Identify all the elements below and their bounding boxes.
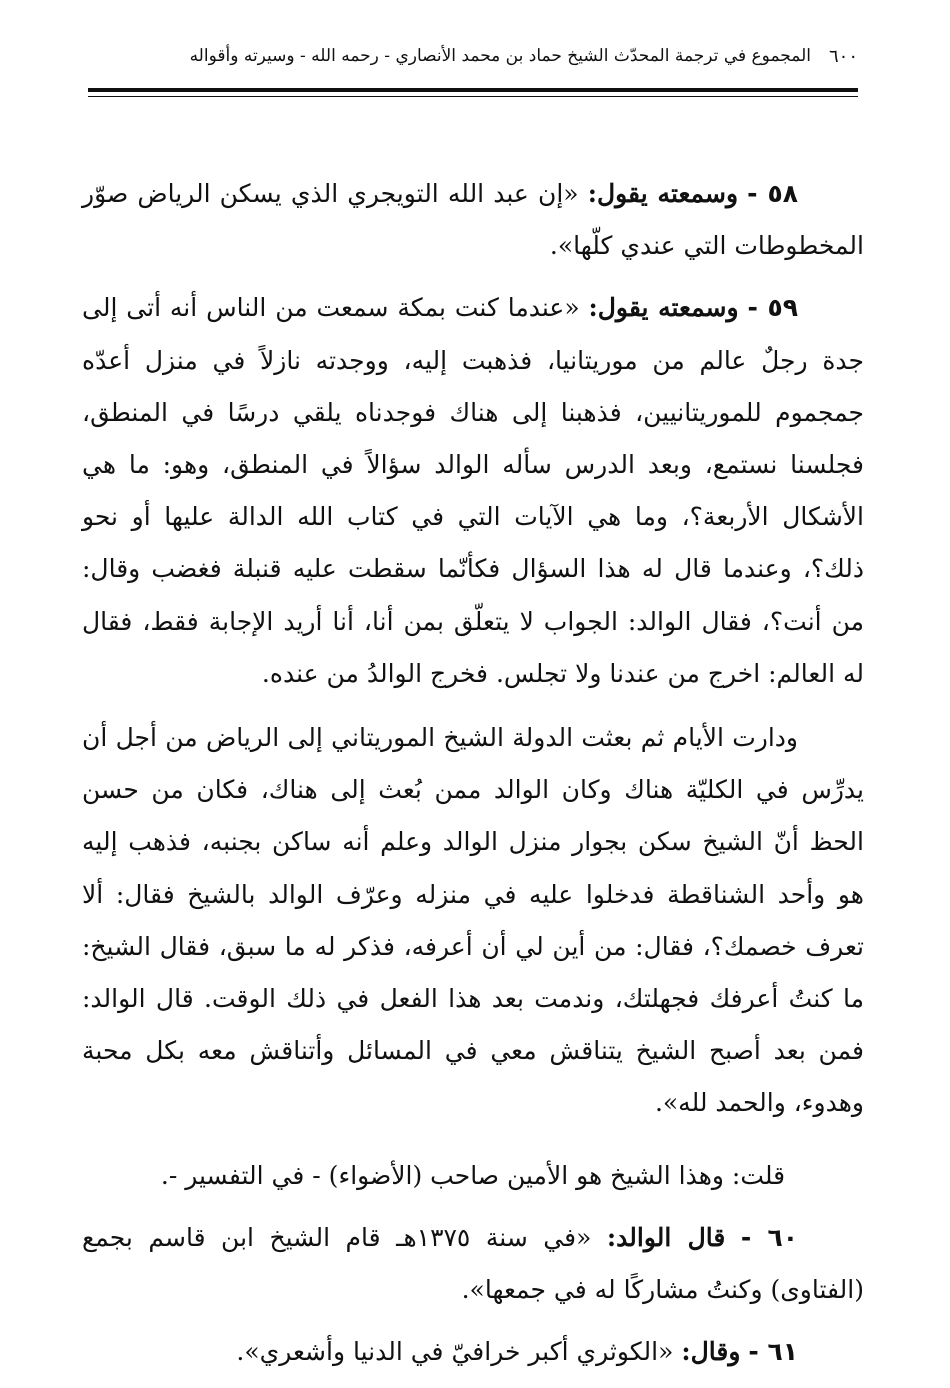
paragraph-text: ودارت الأيام ثم بعثت الدولة الشيخ الموريتاني إلى الرياض من أجل أن يدرِّس في الكليّة هناك وكان الوالد ممن بُعث إلى هناك، فكان من حسن الحظ أنّ الشيخ سكن بجوار منزل الوالد وعلم أنه ساكن بجنبه، فذهب إليه هو وأحد الشناقطة فدخلوا عليه في منزله وعرّف الوالد بالشيخ فقال: ألا تعرف خصمك؟، فقال: من أين لي أن أعرفه، فذكر له ما سبق، فقال الشيخ: ما كنتُ أعرفك فجهلتك، وندمت بعد هذا الفعل في ذلك الوقت. قال الوالد: فمن بعد أصبح الشيخ يتناقش معي في المسائل وأتناقش معه بكل محبة وهدوء، والحمد لله». — [82, 723, 864, 1118]
paragraph-continuation — [82, 712, 864, 1130]
item-text: «الكوثري أكبر خرافيّ في الدنيا وأشعري». — [236, 1337, 674, 1367]
paragraph-59 — [82, 282, 864, 700]
item-text: «في سنة ١٣٧٥هـ قام الشيخ ابن قاسم بجمع (الفتاوى) وكنتُ مشاركًا له في جمعها». — [82, 1222, 864, 1305]
item-lead: وسمعته يقول: — [588, 293, 739, 323]
page-number: ٦٠٠ — [828, 45, 858, 67]
author-note — [82, 1150, 864, 1202]
item-text: «إن عبد الله التويجري الذي يسكن الرياض صوّر المخطوطات التي عندي كلّها». — [82, 179, 864, 261]
header-rule-thin — [88, 96, 858, 97]
note-text: قلت: وهذا الشيخ هو الأمين صاحب (الأضواء) - في التفسير -. — [160, 1160, 786, 1190]
item-lead: وسمعته يقول: — [587, 179, 739, 208]
item-text: «عندما كنت بمكة سمعت من الناس أنه أتى إلى جدة رجلٌ عالم من موريتانيا، فذهبت إليه، ووجدته نازلاً في منزل أعدّه جمجموم للموريتانيين، فذهبنا إلى هناك فوجدناه يلقي درسًا في المنطق، فجلسنا نستمع، وبعد الدرس سأله الوالد سؤالاً في المنطق، وهو: ما هي الأشكال الأربعة؟، وما هي الآيات التي في كتاب الله الدالة عليها أو نحو ذلك؟، وعندما قال له هذا السؤال فكأنّما سقطت عليه قنبلة فغضب وقال: من أنت؟، فقال الوالد: الجواب لا يتعلّق بمن أنا، أنا أريد الإجابة فقط، فقال له العالم: اخرج من عندنا ولا تجلس. فخرج الوالدُ من عنده. — [82, 293, 864, 688]
item-number: ٥٨ - — [747, 179, 798, 208]
header-rule-thick — [88, 88, 858, 92]
item-number: ٥٩ - — [747, 293, 798, 323]
page-header — [88, 36, 858, 76]
paragraph-58 — [82, 168, 864, 272]
paragraph-60 — [82, 1212, 864, 1316]
body-text — [82, 168, 864, 1388]
paragraph-61 — [82, 1326, 864, 1378]
item-lead: وقال: — [681, 1337, 741, 1367]
running-title: المجموع في ترجمة المحدّث الشيخ حماد بن محمد الأنصاري - رحمه الله - وسيرته وأقواله — [189, 46, 811, 66]
item-lead: قال الوالد: — [606, 1222, 726, 1252]
item-number: ٦٠ - — [740, 1222, 799, 1252]
item-number: ٦١ - — [748, 1337, 798, 1367]
